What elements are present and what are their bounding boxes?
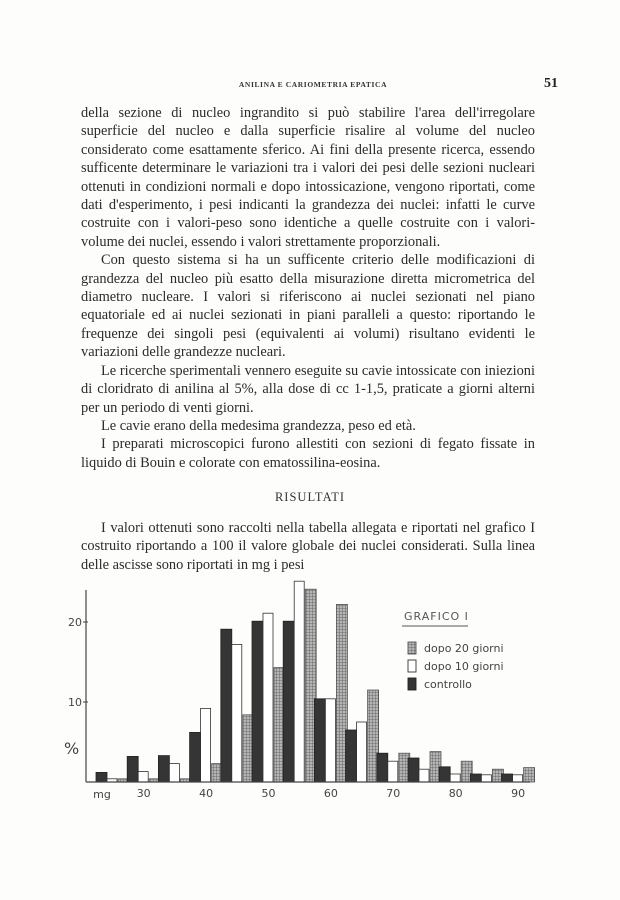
- bar-dopo-10-giorni-50: [263, 613, 273, 782]
- paragraph: I valori ottenuti sono raccolti nella tabella allegata e riportati nel grafico I costruito riportando a 100 il valore globale dei nuclei considerati. Sulla linea delle ascisse sono riportati in mg i pesi: [81, 520, 535, 573]
- body-text-before: [81, 104, 535, 472]
- bar-dopo-10-giorni-40: [201, 708, 211, 782]
- legend-swatch-controllo: [408, 678, 416, 690]
- bar-controllo-45: [221, 629, 232, 782]
- bar-dopo-10-giorni-80: [450, 774, 460, 782]
- legend-label: dopo 20 giorni: [424, 642, 504, 655]
- x-axis-label: mg: [93, 788, 111, 800]
- bar-dopo-10-giorni-70: [388, 761, 398, 782]
- y-tick-label: 10: [68, 696, 82, 709]
- section-title: RISULTATI: [274, 490, 346, 504]
- x-tick-label: 40: [199, 787, 214, 800]
- bar-dopo-10-giorni-65: [357, 722, 367, 782]
- paragraph: della sezione di nucleo ingrandito si può stabilire l'area dell'irregolare superficie del nucleo e dalla superficie risalire al volume del nucleo considerato come esattamente sferico. Ai fini della presente ricerca, essendo sufficente determinare le variazioni tra i valori dei pesi delle sezioni nucleari ottenuti in condizioni normali e dopo intossicazione, vengono riportati, come dati d'esperimento, i pesi indicanti la grandezza dei nuclei: infatti le curve costruite con i valori-peso sono identiche a quelle costruite con i valori-volume dei nuclei, essendo i valori strettamente proporzionali.: [81, 105, 535, 250]
- bar-controllo-80: [439, 767, 450, 782]
- bar-dopo-10-giorni-85: [481, 775, 491, 782]
- bar-controllo-85: [470, 774, 481, 782]
- bar-controllo-65: [346, 730, 357, 782]
- chart-title: GRAFICO I: [404, 610, 469, 623]
- bar-dopo-20-giorni-90: [524, 768, 535, 782]
- bar-dopo-10-giorni-35: [169, 764, 179, 782]
- running-title: ANILINA E CARIOMETRIA EPATICA: [238, 80, 388, 89]
- bar-dopo-10-giorni-60: [325, 699, 335, 782]
- page-header: [68, 76, 558, 93]
- legend-label: dopo 10 giorni: [424, 660, 504, 673]
- y-ticks: [68, 616, 88, 709]
- paragraph: Con questo sistema si ha un sufficente criterio delle modificazioni di grandezza del nucleo più esatto della misurazione diretta micrometrica del diametro nucleare. I valori si riferiscono ai nuclei sezionati nel piano equatoriale ed ai nuclei sezionati in piani paralleli a questo: riportando le frequenze dei singoli pesi (equivalenti ai volumi) risultano evidenti le variazioni delle grandezze nucleari.: [81, 252, 535, 361]
- x-tick-label: 90: [511, 787, 526, 800]
- page-number: 51: [544, 76, 558, 91]
- bar-controllo-60: [314, 699, 325, 782]
- y-tick-label: 20: [68, 616, 82, 629]
- bar-dopo-10-giorni-75: [419, 769, 429, 782]
- bar-dopo-10-giorni-90: [513, 775, 523, 782]
- y-axis-label: %: [64, 739, 80, 758]
- x-tick-label: 70: [386, 787, 401, 800]
- bar-controllo-55: [283, 621, 294, 782]
- bar-controllo-50: [252, 621, 263, 782]
- paragraph: Le ricerche sperimentali vennero eseguite su cavie intossicate con iniezioni di cloridrato di anilina al 5%, alla dose di cc 1-1,5, praticate a giorni alterni per un periodo di venti giorni.: [81, 362, 535, 416]
- bar-controllo-30: [127, 756, 138, 782]
- legend-swatch-dopo-20-giorni: [408, 642, 416, 654]
- bar-controllo-25: [96, 772, 107, 782]
- legend-label: controllo: [424, 678, 472, 691]
- legend-swatch-dopo-10-giorni: [408, 660, 416, 672]
- bar-controllo-40: [190, 732, 201, 782]
- bar-controllo-90: [502, 774, 513, 782]
- x-tick-label: 80: [448, 787, 463, 800]
- x-ticks: [137, 787, 525, 800]
- grafico-chart: [0, 560, 620, 800]
- x-tick-label: 60: [323, 787, 338, 800]
- bar-controllo-70: [377, 753, 388, 782]
- x-tick-label: 30: [136, 787, 151, 800]
- bar-dopo-10-giorni-30: [138, 772, 148, 782]
- bar-dopo-10-giorni-55: [294, 581, 304, 782]
- bar-dopo-10-giorni-45: [232, 644, 242, 782]
- paragraph: I preparati microscopici furono allestiti con sezioni di fegato fissate in liquido di Bouin e colorate con ematossilina-eosina.: [81, 436, 535, 471]
- bar-controllo-35: [158, 756, 169, 782]
- bar-controllo-75: [408, 758, 419, 782]
- legend: [408, 642, 504, 691]
- chart-svg: [0, 560, 620, 800]
- x-tick-label: 50: [261, 787, 276, 800]
- paragraph: Le cavie erano della medesima grandezza, peso ed età.: [101, 417, 416, 434]
